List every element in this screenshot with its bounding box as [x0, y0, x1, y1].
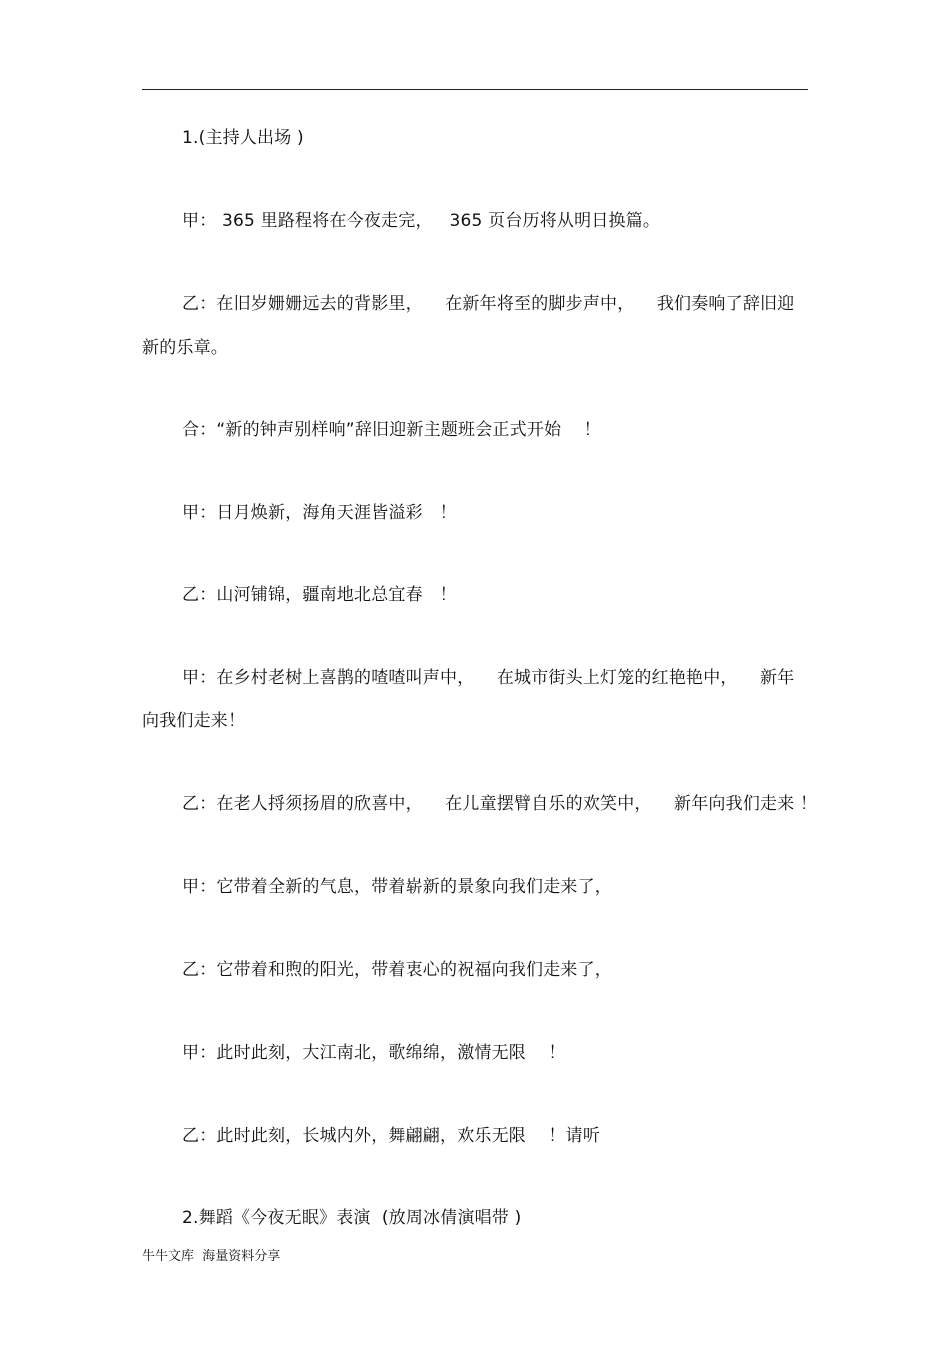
paragraph-line: 1.(主持人出场 ) — [182, 128, 304, 148]
header-rule — [142, 89, 808, 90]
paragraph-line: 乙：在老人捋须扬眉的欣喜中， 在儿童摆臂自乐的欢笑中， 新年向我们走来 ！ — [182, 794, 818, 814]
paragraph-line: 新的乐章。 — [142, 338, 228, 358]
paragraph-line: 甲： 365 里路程将在今夜走完， 365 页台历将从明日换篇。 — [182, 211, 661, 231]
paragraph-line: 甲：它带着全新的气息，带着崭新的景象向我们走来了， — [182, 877, 612, 897]
paragraph-line: 合：“新的钟声别样响”辞旧迎新主题班会正式开始 ！ — [182, 420, 601, 440]
paragraph-line: 乙：此时此刻，长城内外，舞翩翩，欢乐无限 ！请听 — [182, 1126, 601, 1146]
paragraph-line: 向我们走来！ — [142, 711, 246, 731]
paragraph-line: 乙：它带着和煦的阳光，带着衷心的祝福向我们走来了， — [182, 960, 612, 980]
paragraph-line: 乙：山河铺锦，疆南地北总宜春 ！ — [182, 585, 457, 605]
paragraph-line: 乙：在旧岁姗姗远去的背影里， 在新年将至的脚步声中， 我们奏响了辞旧迎 — [182, 294, 795, 314]
paragraph-line: 甲：在乡村老树上喜鹊的喳喳叫声中， 在城市街头上灯笼的红艳艳中， 新年 — [182, 668, 795, 688]
page-footer: 牛牛文库 海量资料分享 — [142, 1249, 281, 1264]
paragraph-line: 甲：日月焕新，海角天涯皆溢彩 ！ — [182, 503, 457, 523]
paragraph-line: 2.舞蹈《今夜无眠》表演 (放周冰倩演唱带 ) — [182, 1208, 522, 1228]
paragraph-line: 甲：此时此刻，大江南北，歌绵绵，激情无限 ！ — [182, 1043, 566, 1063]
